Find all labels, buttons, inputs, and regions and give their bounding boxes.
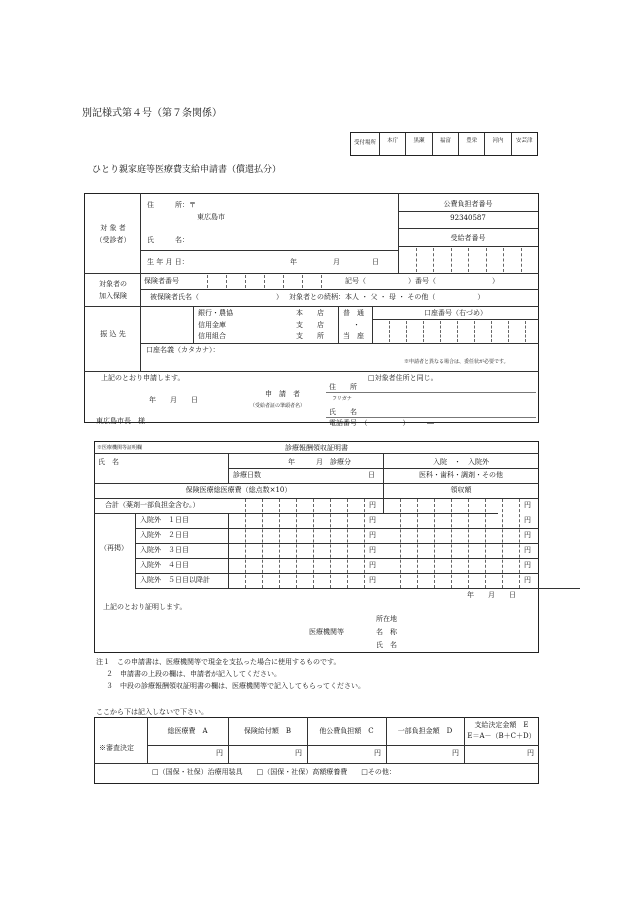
cert-date: 年 月 日 xyxy=(467,591,516,599)
col-line xyxy=(307,717,308,763)
digit-separator xyxy=(468,248,469,272)
yen-unit: 円 xyxy=(369,531,376,539)
digit-separator xyxy=(451,499,452,588)
certificate-note: ※医療機関等証明欄 xyxy=(97,445,143,451)
digit-separator xyxy=(296,499,297,588)
symbol-number-label: 記号（ ）番号（ ） xyxy=(345,277,499,285)
digit-separator xyxy=(525,321,526,342)
furigana-label: フリガナ xyxy=(332,396,352,402)
institution-address-label: 所在地 xyxy=(376,615,397,623)
yen-unit: 円 xyxy=(369,501,376,509)
reception-label: 受付場所 xyxy=(351,133,380,155)
digit-separator xyxy=(451,248,452,272)
digit-separator xyxy=(519,499,520,588)
bank-label: 振 込 先 xyxy=(100,330,126,338)
reception-place: 黒瀬 xyxy=(405,133,431,155)
digit-separator xyxy=(521,248,522,272)
col-line xyxy=(386,717,387,763)
reception-place: 福富 xyxy=(432,133,458,155)
digit-separator xyxy=(330,499,331,588)
digit-separator xyxy=(389,321,390,342)
digit-separator xyxy=(433,248,434,272)
digit-separator xyxy=(364,499,365,588)
days-label: 診療日数 xyxy=(233,471,261,479)
note-1: 注１ この申請書は、医療機関等で現金を支払った場合に使用するものです。 xyxy=(96,658,341,666)
applicant-address-label: 住 所 xyxy=(329,383,357,391)
digit-separator xyxy=(416,248,417,272)
total-row-label: 合計（薬剤一部負担金含む。） xyxy=(105,501,200,509)
yen-unit: 円 xyxy=(295,749,302,757)
account-type-3: 当 座 xyxy=(343,332,364,340)
subject-label: 対 象 者 xyxy=(100,224,126,232)
institution-person-label: 氏 名 xyxy=(376,641,397,649)
address-label: 住 所：〒 xyxy=(147,201,196,209)
digit-separator xyxy=(226,275,227,288)
apply-statement: 上記のとおり申請します。 xyxy=(101,374,185,382)
restated-row-label: 入院外 ３日目 xyxy=(140,546,189,554)
office-column-header: 支給決定金額 E xyxy=(474,721,529,729)
digit-separator xyxy=(457,321,458,342)
digit-separator xyxy=(508,321,509,342)
digit-separator xyxy=(302,275,303,288)
restated-row-label: 入院外 １日目 xyxy=(140,516,189,524)
in-out-patient: 入院 ・ 入院外 xyxy=(433,458,489,466)
yen-unit: 円 xyxy=(452,749,459,757)
decision-label: ※審査決定 xyxy=(99,744,134,752)
digit-separator xyxy=(417,499,418,588)
digit-separator xyxy=(207,275,208,288)
digit-separator xyxy=(321,275,322,288)
office-heading: ここから下は記入しないで下さい。 xyxy=(96,708,208,716)
digit-separator xyxy=(423,321,424,342)
yen-unit: 円 xyxy=(524,561,531,569)
applicant-name-label: 氏 名 xyxy=(329,408,357,416)
digit-separator xyxy=(262,499,263,588)
yen-unit: 円 xyxy=(369,516,376,524)
row-line xyxy=(135,573,539,574)
digit-separator xyxy=(313,499,314,588)
account-type-2: ・ xyxy=(353,321,360,329)
subject-sub-label: （受診者） xyxy=(95,236,131,244)
days-unit: 日 xyxy=(368,471,375,479)
digit-separator xyxy=(486,248,487,272)
insured-name-label: 被保険者氏名（ ） xyxy=(150,293,283,301)
insurer-number-label: 保険者番号 xyxy=(144,277,179,285)
office-checks: □（国保・社保）治療用装具 □（国保・社保）高額療養費 □その他： xyxy=(152,768,396,776)
digit-separator xyxy=(491,321,492,342)
form-number: 別記様式第４号（第７条関係） xyxy=(82,108,222,119)
applicant-note: （受給者証の筆頭者名） xyxy=(250,403,306,409)
col-line xyxy=(228,513,229,588)
payer-number: 92340587 xyxy=(450,214,486,222)
bank-type-3: 信用組合 xyxy=(198,332,226,340)
account-holder-label: 口座名義（カタカナ）： xyxy=(146,346,220,354)
phone-label: 電話番号 （ ） ― xyxy=(329,419,434,427)
digit-separator xyxy=(468,499,469,588)
account-type-1: 普 通 xyxy=(343,309,364,317)
digit-separator xyxy=(434,499,435,588)
row-line xyxy=(135,543,539,544)
institution-label: 医療機関等 xyxy=(309,628,344,636)
reception-place: 本庁 xyxy=(387,138,399,144)
birth-month: 月 xyxy=(333,258,340,266)
birth-day: 日 xyxy=(372,258,379,266)
bank-note: ※申請者と異なる場合は、委任状が必要です。 xyxy=(404,359,509,365)
restated-label: （再掲） xyxy=(100,544,128,552)
col-line xyxy=(228,717,229,763)
digit-separator xyxy=(245,499,246,588)
restated-row-label: 入院外 ２日目 xyxy=(140,531,189,539)
yen-unit: 円 xyxy=(524,516,531,524)
birth-label: 生 年 月 日： xyxy=(147,258,189,266)
branch-2: 支 店 xyxy=(296,321,324,329)
account-number-label: 口座番号（右づめ） xyxy=(424,309,487,317)
applicant-label: 申 請 者 xyxy=(265,390,300,398)
city: 東広島市 xyxy=(197,213,225,221)
yen-unit: 円 xyxy=(374,749,381,757)
apply-date: 年 月 日 xyxy=(149,396,198,404)
note-2: ２ 申請書の上段の欄は、申請者が記入してください。 xyxy=(106,670,281,678)
reception-place: 豊栄 xyxy=(458,133,484,155)
yen-unit: 円 xyxy=(524,576,531,584)
digit-separator xyxy=(245,275,246,288)
digit-separator xyxy=(502,499,503,588)
name-label: 氏 名： xyxy=(147,236,189,244)
branch-3: 支 所 xyxy=(296,332,324,340)
bank-type-1: 銀行・農協 xyxy=(198,309,233,317)
digit-separator xyxy=(400,499,401,588)
digit-separator xyxy=(406,321,407,342)
yen-unit: 円 xyxy=(524,501,531,509)
restated-row-label: 入院外 ５日目以降計 xyxy=(140,576,210,584)
reception-place: 安芸津 xyxy=(511,133,537,155)
digit-separator xyxy=(503,248,504,272)
birth-year: 年 xyxy=(290,258,297,266)
digit-separator xyxy=(474,321,475,342)
office-column-header: 総医療費 A xyxy=(167,727,208,735)
row-line xyxy=(135,588,580,589)
certificate-title: 診療報酬領収証明書 xyxy=(285,444,348,452)
digit-separator xyxy=(283,275,284,288)
yen-unit: 円 xyxy=(216,749,223,757)
digit-separator xyxy=(264,275,265,288)
reception-place: 河内 xyxy=(484,133,510,155)
yen-unit: 円 xyxy=(369,546,376,554)
institution-name-label: 名 称 xyxy=(376,628,397,636)
digit-separator xyxy=(347,499,348,588)
recipient-number-label: 受給者番号 xyxy=(450,234,486,242)
yen-unit: 円 xyxy=(369,561,376,569)
insurance-sub-label: 加入保険 xyxy=(99,292,127,300)
same-address-check[interactable]: □対象者住所と同じ。 xyxy=(368,374,438,382)
bank-type-2: 信用金庫 xyxy=(198,321,226,329)
yen-unit: 円 xyxy=(527,749,534,757)
digit-separator xyxy=(485,499,486,588)
note-3: ３ 中段の診療報酬領収証明書の欄は、医療機関等で記入してもらってください。 xyxy=(106,682,365,690)
row-line xyxy=(135,558,539,559)
treatment-kinds: 医科・歯科・調剤・その他 xyxy=(419,471,503,479)
yen-unit: 円 xyxy=(369,576,376,584)
total-points-label: 保険医療総医療費（総点数×10） xyxy=(185,486,292,494)
restated-row-label: 入院外 ４日目 xyxy=(140,561,189,569)
row-line xyxy=(135,528,539,529)
reception-table xyxy=(350,132,538,156)
digit-separator xyxy=(279,499,280,588)
treatment-month: 年 月 診療分 xyxy=(288,458,351,466)
office-column-header: 一部負担金額 D xyxy=(397,727,453,735)
cert-statement: 上記のとおり証明します。 xyxy=(103,603,187,611)
office-column-formula: E＝A－（B＋C＋D） xyxy=(467,732,536,740)
office-column-header: 他公費負担額 C xyxy=(319,727,374,735)
received-label: 領収額 xyxy=(450,486,472,494)
relation-label: 対象者との続柄：本人 ・ 父 ・ 母 ・ その他（ ） xyxy=(289,293,485,301)
branch-1: 本 店 xyxy=(296,309,324,317)
form-title: ひとり親家庭等医療費支給申請書（償還払分） xyxy=(92,165,282,175)
payer-number-label: 公費負担者番号 xyxy=(443,200,493,208)
yen-unit: 円 xyxy=(524,531,531,539)
insurance-label: 対象者の xyxy=(99,280,127,288)
office-column-header: 保険給付額 B xyxy=(243,727,292,735)
digit-separator xyxy=(440,321,441,342)
mayor-address: 東広島市長 様 xyxy=(96,417,145,425)
patient-name-label: 氏 名 xyxy=(98,458,119,466)
yen-unit: 円 xyxy=(524,546,531,554)
